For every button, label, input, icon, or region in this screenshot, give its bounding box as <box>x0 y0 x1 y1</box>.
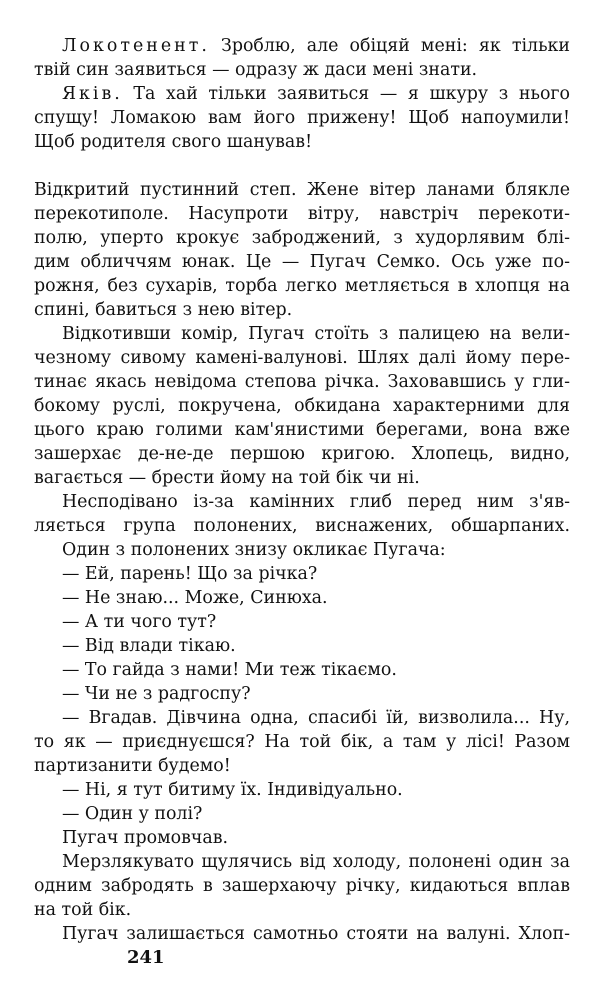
dialogue-line-3 <box>62 82 570 106</box>
speaker-line: Та хай тільки заявиться — я шкуру з нього <box>122 84 570 104</box>
text-line-6: Відкритий пустинний степ. Жене вітер ланами блякле <box>34 180 570 200</box>
text-line-13: чезному сивому камені-валунові. Шлях далі йому пере- <box>34 348 570 368</box>
text-line-23: — Не знаю... Може, Синюха. <box>62 588 328 608</box>
text-line-26: — То гайда з нами! Ми теж тікаємо. <box>62 660 397 680</box>
text-line-18: вагається — брести йому на той бік чи ні. <box>34 468 420 488</box>
text-line-36: на той бік. <box>34 900 132 920</box>
text-line-10: рожня, без сухарів, торба легко метляється в хлопця на <box>34 276 570 296</box>
page-number: 241 <box>127 947 165 968</box>
speaker-line: Зроблю, але обіцяй мені: як тільки <box>209 36 570 56</box>
text-line-19: Несподівано із-за камінних глиб перед ним з'яв- <box>62 492 570 512</box>
text-line-16: цього краю голими кам'янистими берегами, вона вже <box>34 420 570 440</box>
speaker-name: Яків. <box>62 84 123 104</box>
dialogue-line-4: спущу! Ломакою вам його прижену! Щоб напоумили! <box>34 108 570 128</box>
text-line-35: одним забродять в зашерхаючу річку, кидаються вплав <box>34 876 570 896</box>
text-line-9: дим обличчям юнак. Це — Пугач Семко. Ось уже по- <box>34 252 570 272</box>
text-line-28: — Вгадав. Дівчина одна, спасибі їй, визволила... Ну, <box>62 708 570 728</box>
text-line-21: Один з полонених знизу окликає Пугача: <box>62 540 446 560</box>
text-line-29: то як — приєднуєшся? На той бік, а там у лісі! Разом <box>34 732 570 752</box>
text-line-24: — А ти чого тут? <box>62 612 217 632</box>
text-line-20: ляється група полонених, виснажених, обшарпаних. <box>34 516 570 536</box>
text-line-33: Пугач промовчав. <box>62 828 229 848</box>
text-line-22: — Ей, парень! Що за річка? <box>62 564 318 584</box>
text-line-32: — Один у полі? <box>62 804 203 824</box>
speaker-name: Локотенент. <box>62 36 210 56</box>
text-line-11: спині, бавиться з нею вітер. <box>34 300 293 320</box>
dialogue-line-2: твій син заявиться — одразу ж даси мені знати. <box>34 60 478 80</box>
text-line-31: — Ні, я тут битиму їх. Індивідуально. <box>62 780 403 800</box>
text-line-30: партизанити будемо! <box>34 756 231 776</box>
dialogue-line-1 <box>62 34 570 58</box>
dialogue-line-5: Щоб родителя свого шанував! <box>34 132 313 152</box>
text-line-25: — Від влади тікаю. <box>62 636 236 656</box>
text-line-27: — Чи не з радгоспу? <box>62 684 251 704</box>
text-line-17: зашерхає де-не-де першою кригою. Хлопець, видно, <box>34 444 570 464</box>
text-line-14: тинає якась невідома степова річка. Заховавшись у гли- <box>34 372 570 392</box>
text-line-37: Пугач залишається самотньо стояти на валуні. Хлоп- <box>62 924 570 944</box>
text-line-15: бокому руслі, покручена, обкидана характерними для <box>34 396 570 416</box>
text-line-34: Мерзлякувато щулячись від холоду, полонені один за <box>62 852 570 872</box>
text-line-8: полю, уперто крокує заброджений, з худорлявим блі- <box>34 228 570 248</box>
text-line-12: Відкотивши комір, Пугач стоїть з палицею на вели- <box>62 324 570 344</box>
text-line-7: перекотиполе. Насупроти вітру, навстріч перекоти- <box>34 204 570 224</box>
